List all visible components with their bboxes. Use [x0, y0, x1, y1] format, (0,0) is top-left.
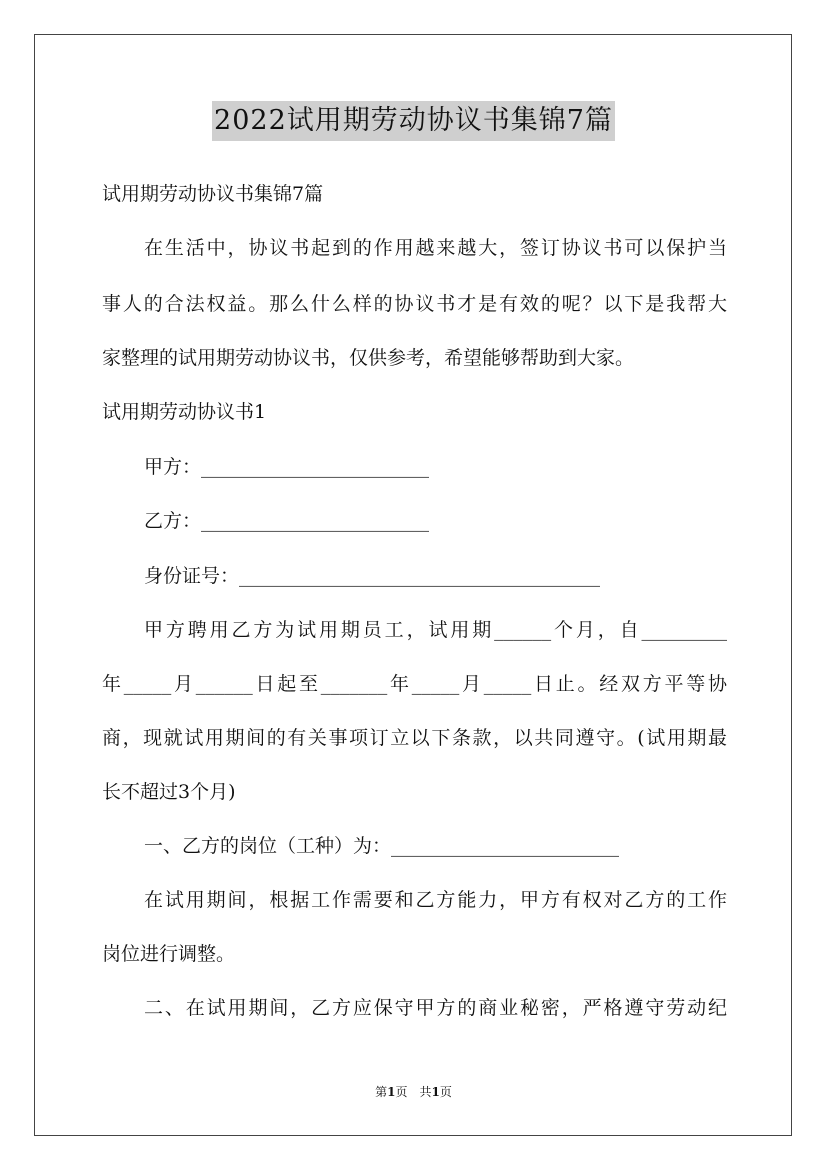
paragraph-line: 家整理的试用期劳动协议书，仅供参考，希望能够帮助到大家。 [102, 347, 635, 369]
id-number-field: 身份证号：______________________________________ [144, 565, 601, 587]
paragraph-line: 甲方聘用乙方为试用期员工，试用期______个月，自_________ [144, 619, 727, 641]
footer-label: 页 [439, 1085, 452, 1099]
paragraph-line: 在生活中，协议书起到的作用越来越大，签订协议书可以保护当 [144, 237, 727, 259]
page-total: 1 [431, 1085, 440, 1099]
clause-two-line: 二、在试用期间，乙方应保守甲方的商业秘密，严格遵守劳动纪 [144, 997, 727, 1019]
party-a-field: 甲方：________________________ [144, 456, 430, 478]
party-b-field: 乙方：________________________ [144, 510, 430, 532]
paragraph-line: 长不超过3个月) [102, 781, 236, 803]
clause-one-line: 一、乙方的岗位（工种）为：________________________ [144, 835, 620, 857]
document-title: 2022试用期劳动协议书集锦7篇 [212, 101, 615, 141]
paragraph-line: 在试用期间，根据工作需要和乙方能力，甲方有权对乙方的工作 [144, 889, 727, 911]
paragraph-line: 事人的合法权益。那么什么样的协议书才是有效的呢？以下是我帮大 [102, 293, 727, 315]
footer-label: 页 共 [395, 1085, 432, 1099]
paragraph-line: 年_____月______日起至_______年_____月_____日止。经双方平等协 [102, 673, 727, 695]
title-container [0, 101, 827, 141]
section-heading: 试用期劳动协议书1 [102, 401, 267, 423]
subtitle-line: 试用期劳动协议书集锦7篇 [102, 183, 324, 205]
page-number: 1 [387, 1085, 396, 1099]
footer-label: 第 [375, 1085, 388, 1099]
page-footer [0, 1083, 827, 1101]
paragraph-line: 商，现就试用期间的有关事项订立以下条款，以共同遵守。(试用期最 [102, 727, 727, 749]
paragraph-line: 岗位进行调整。 [102, 943, 236, 965]
